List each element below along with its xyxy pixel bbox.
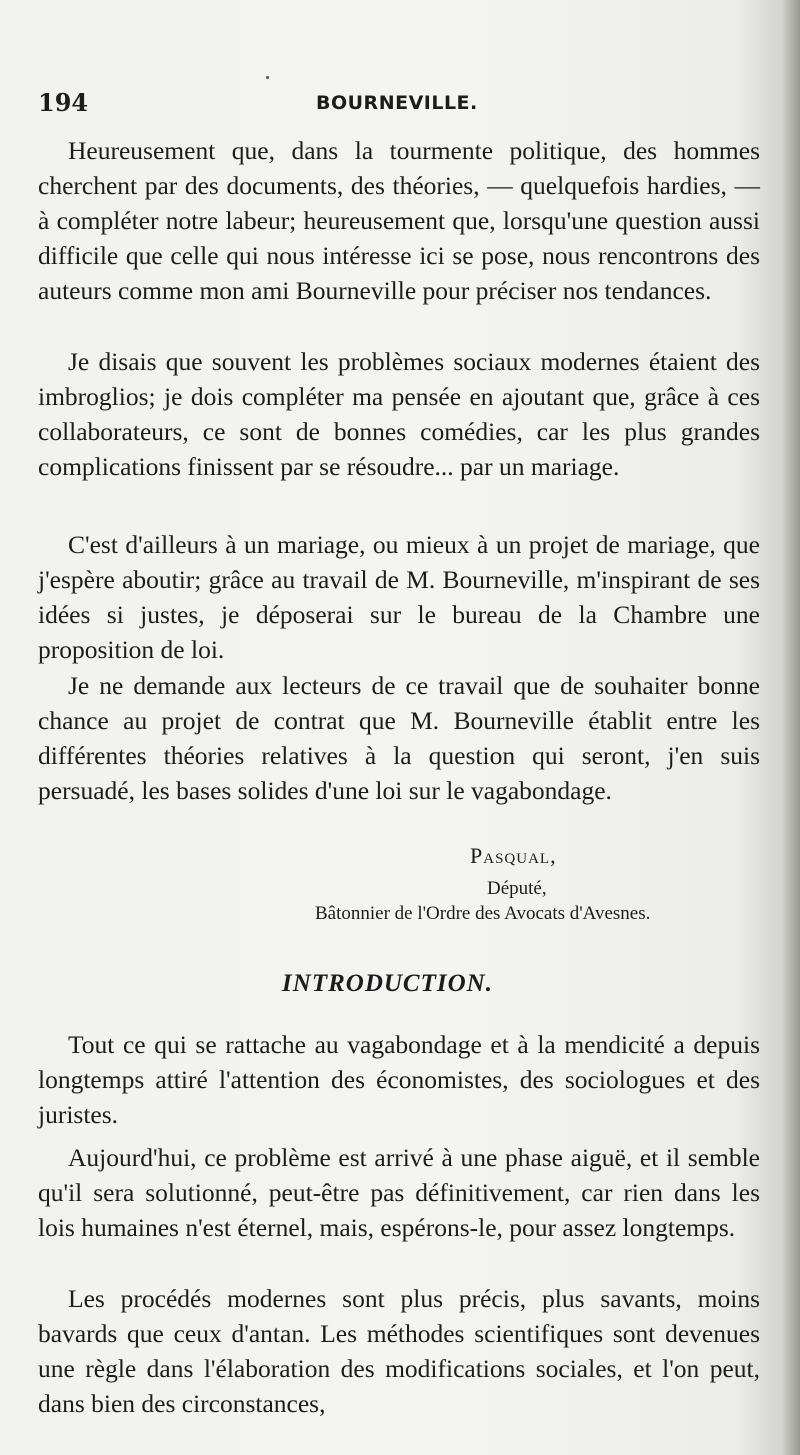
page-number: 194 [38,88,89,117]
signature-name: Pasqual, [470,843,557,868]
page-edge-shadow [782,0,800,1455]
preface-paragraph: Heureusement que, dans la tourmente politique, des hommes cherchent par des documents, des théories, — quelquefois hardies, — à compléter notre labeur; heureusement que, lorsqu'une question aussi difficile que celle qui nous intéresse ici se pose, nous rencontrons des auteurs comme mon ami Bourneville pour préciser nos tendances. [38,136,760,305]
introduction-paragraph: Les procédés modernes sont plus précis, plus savants, moins bavards que ceux d'antan. Les méthodes scientifiques sont devenues une règle dans l'élaboration des modifications sociales, et l'on peut, dans bien des circonstances, [38,1284,760,1418]
introduction-paragraph: Tout ce qui se rattache au vagabondage et à la mendicité a depuis longtemps attiré l'attention des économistes, des sociologues et des juristes. [38,1030,760,1129]
preface-paragraph: Je disais que souvent les problèmes sociaux modernes étaient des imbroglios; je dois compléter ma pensée en ajoutant que, grâce à ces collaborateurs, ce sont de bonnes comédies, car les plus grandes complications finissent par se résoudre... par un mariage. [38,347,760,481]
preface-paragraph: Je ne demande aux lecteurs de ce travail que de souhaiter bonne chance au projet de contrat que M. Bourneville établit entre les différentes théories relatives à la question qui seront, j'en suis persuadé, les bases solides d'une loi sur le vagabondage. [38,671,760,805]
section-title: INTRODUCTION. [282,970,493,997]
signature-title: Député, [487,878,547,899]
running-head: BOURNEVILLE. [316,92,478,114]
introduction-paragraph: Aujourd'hui, ce problème est arrivé à une phase aiguë, et il semble qu'il sera solutionné, peut-être pas définitivement, car rien dans les lois humaines n'est éternel, mais, espérons-le, pour assez longtemps. [38,1143,760,1242]
signature-role: Bâtonnier de l'Ordre des Avocats d'Avesnes. [315,903,651,924]
page-header [38,88,758,118]
print-speck [266,76,269,79]
preface-paragraph: C'est d'ailleurs à un mariage, ou mieux à un projet de mariage, que j'espère aboutir; grâce au travail de M. Bourneville, m'inspirant de ses idées si justes, je déposerai sur le bureau de la Chambre une proposition de loi. [38,530,760,664]
